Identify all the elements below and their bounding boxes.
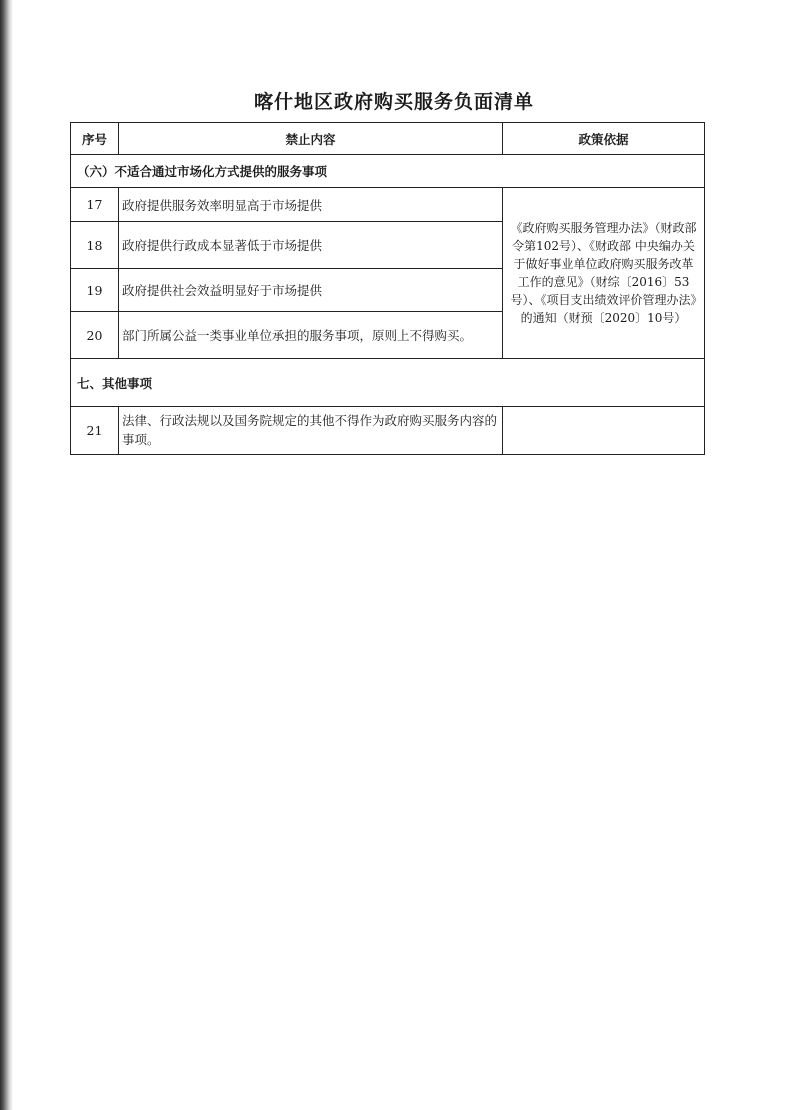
negative-list-table [70, 122, 705, 455]
row-content: 政府提供社会效益明显好于市场提供 [119, 269, 503, 312]
header-no: 序号 [71, 123, 119, 155]
row-no: 21 [71, 407, 119, 455]
row-content: 法律、行政法规以及国务院规定的其他不得作为政府购买服务内容的事项。 [119, 407, 503, 455]
section-7-label: 七、其他事项 [71, 359, 705, 407]
policy-basis-cell: 《政府购买服务管理办法》（财政部令第102号）、《财政部 中央编办关于做好事业单位政府购买服务改革工作的意见》（财综〔2016〕53号）、《项目支出绩效评价管理办法》的通知（财预〔2020〕10号） [503, 188, 705, 359]
row-content: 政府提供行政成本显著低于市场提供 [119, 222, 503, 269]
page-title: 喀什地区政府购买服务负面清单 [253, 91, 534, 113]
table-row [71, 407, 705, 455]
row-no: 19 [71, 269, 119, 312]
table-header-row [71, 123, 705, 155]
row-no: 18 [71, 222, 119, 269]
row-content: 政府提供服务效率明显高于市场提供 [119, 188, 503, 222]
scan-edge-shadow [0, 0, 13, 1110]
header-basis: 政策依据 [503, 123, 705, 155]
section-6-label: （六）不适合通过市场化方式提供的服务事项 [71, 155, 705, 188]
row-content: 部门所属公益一类事业单位承担的服务事项，原则上不得购买。 [119, 312, 503, 359]
table-row [71, 188, 705, 222]
section-row [71, 155, 705, 188]
row-no: 17 [71, 188, 119, 222]
section-row [71, 359, 705, 407]
header-content: 禁止内容 [119, 123, 503, 155]
row-no: 20 [71, 312, 119, 359]
empty-basis-cell [503, 407, 705, 455]
